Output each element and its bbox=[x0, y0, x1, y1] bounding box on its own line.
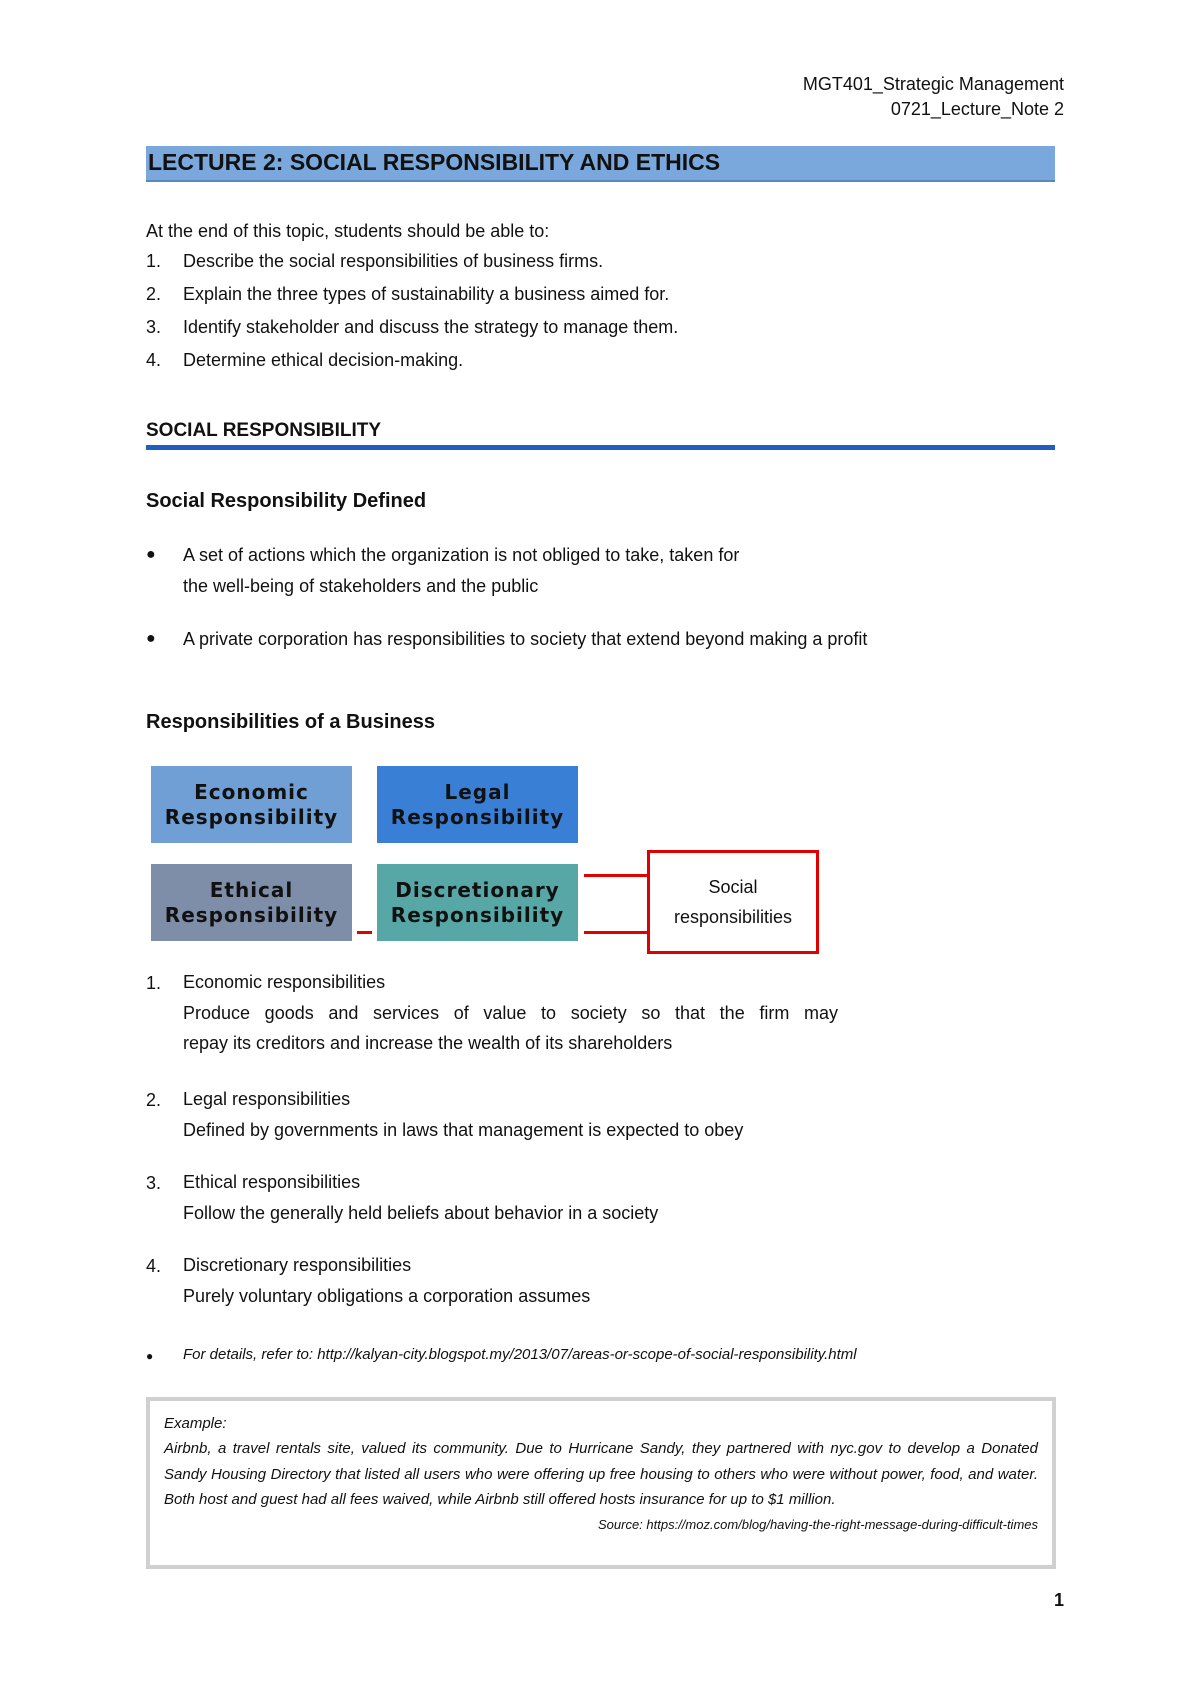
responsibility-item bbox=[183, 1170, 658, 1225]
objective-number: 2. bbox=[146, 284, 162, 304]
title-bar bbox=[146, 146, 1055, 182]
bullet-icon: ● bbox=[146, 546, 156, 563]
responsibility-desc: Defined by governments in laws that management is expected to obey bbox=[183, 1120, 744, 1140]
connector-line bbox=[584, 874, 649, 877]
box-label: Ethical bbox=[209, 877, 294, 902]
course-header: MGT401_Strategic Management bbox=[802, 74, 1064, 94]
intro-text: At the end of this topic, students should be able to: bbox=[146, 221, 550, 241]
box-label: Responsibility bbox=[390, 804, 565, 829]
section-rule bbox=[146, 445, 1055, 450]
example-box bbox=[146, 1397, 1056, 1569]
ethical-responsibility-box bbox=[151, 864, 352, 941]
box-label: Economic bbox=[194, 779, 309, 804]
defined-heading: Social Responsibility Defined bbox=[146, 490, 427, 512]
connector-line bbox=[584, 931, 649, 934]
responsibility-item bbox=[183, 1253, 590, 1308]
section-heading: SOCIAL RESPONSIBILITY bbox=[146, 420, 382, 441]
bullet-icon: ● bbox=[146, 630, 156, 647]
economic-responsibility-box bbox=[151, 766, 352, 843]
example-source: Source: https://moz.com/blog/having-the-right-message-during-difficult-times bbox=[597, 1516, 1038, 1532]
responsibility-title: Legal responsibilities bbox=[183, 1089, 351, 1109]
definition-item bbox=[183, 543, 739, 598]
page-number: 1 bbox=[1053, 1590, 1064, 1610]
responsibility-title: Economic responsibilities bbox=[183, 972, 386, 992]
social-responsibilities-box bbox=[647, 850, 819, 954]
objective-number: 3. bbox=[146, 317, 162, 337]
bullet-icon: ● bbox=[146, 1349, 154, 1363]
legal-responsibility-box bbox=[377, 766, 578, 843]
responsibility-desc: repay its creditors and increase the wealth of its shareholders bbox=[183, 1033, 673, 1053]
objective-item: Identify stakeholder and discuss the strategy to manage them. bbox=[183, 317, 679, 337]
connector-line bbox=[357, 931, 372, 934]
responsibility-number: 1. bbox=[146, 973, 162, 993]
responsibility-desc: Produce goods and services of value to society so that the firm may bbox=[183, 1003, 838, 1023]
responsibility-item bbox=[183, 970, 838, 1055]
responsibility-desc: Follow the generally held beliefs about behavior in a society bbox=[183, 1203, 659, 1223]
example-text: Airbnb, a travel rentals site, valued its community. Due to Hurricane Sandy, they partnered with nyc.gov to develop a Donated Sandy Housing Directory that listed all users who were offering up free housing to others who were without power, food, and water. Both host and guest had all fees waived, while Airbnb still offered hosts insurance for up to $1 million. bbox=[164, 1440, 1038, 1508]
objective-item: Determine ethical decision-making. bbox=[183, 350, 464, 370]
box-label: Responsibility bbox=[164, 804, 339, 829]
box-label: Responsibility bbox=[390, 902, 565, 927]
business-heading: Responsibilities of a Business bbox=[146, 711, 435, 733]
objective-item: Describe the social responsibilities of business firms. bbox=[183, 251, 604, 271]
discretionary-responsibility-box bbox=[377, 864, 578, 941]
responsibility-item bbox=[183, 1087, 743, 1142]
lecture-note-header: 0721_Lecture_Note 2 bbox=[890, 99, 1064, 119]
definition-item: A private corporation has responsibilities to society that extend beyond making a profit bbox=[183, 629, 868, 649]
responsibility-number: 3. bbox=[146, 1173, 162, 1193]
details-link[interactable]: For details, refer to: http://kalyan-city.blogspot.my/2013/07/areas-or-scope-of-social-responsibility.html bbox=[183, 1346, 857, 1363]
definition-line: A set of actions which the organization is not obliged to take, taken for bbox=[183, 545, 740, 565]
responsibility-title: Discretionary responsibilities bbox=[183, 1255, 412, 1275]
box-label: Social bbox=[708, 877, 758, 897]
responsibility-number: 4. bbox=[146, 1256, 162, 1276]
box-label: Discretionary bbox=[395, 877, 560, 902]
box-label: Legal bbox=[444, 779, 511, 804]
responsibility-number: 2. bbox=[146, 1090, 162, 1110]
responsibility-title: Ethical responsibilities bbox=[183, 1172, 361, 1192]
definition-line: the well-being of stakeholders and the public bbox=[183, 576, 539, 596]
page-title: LECTURE 2: SOCIAL RESPONSIBILITY AND ETHICS bbox=[148, 149, 721, 175]
objective-item: Explain the three types of sustainability a business aimed for. bbox=[183, 284, 670, 304]
objective-number: 1. bbox=[146, 251, 162, 271]
responsibility-desc: Purely voluntary obligations a corporation assumes bbox=[183, 1286, 591, 1306]
box-label: Responsibility bbox=[164, 902, 339, 927]
objective-number: 4. bbox=[146, 350, 162, 370]
example-label: Example: bbox=[164, 1415, 227, 1432]
box-label: responsibilities bbox=[673, 907, 793, 927]
